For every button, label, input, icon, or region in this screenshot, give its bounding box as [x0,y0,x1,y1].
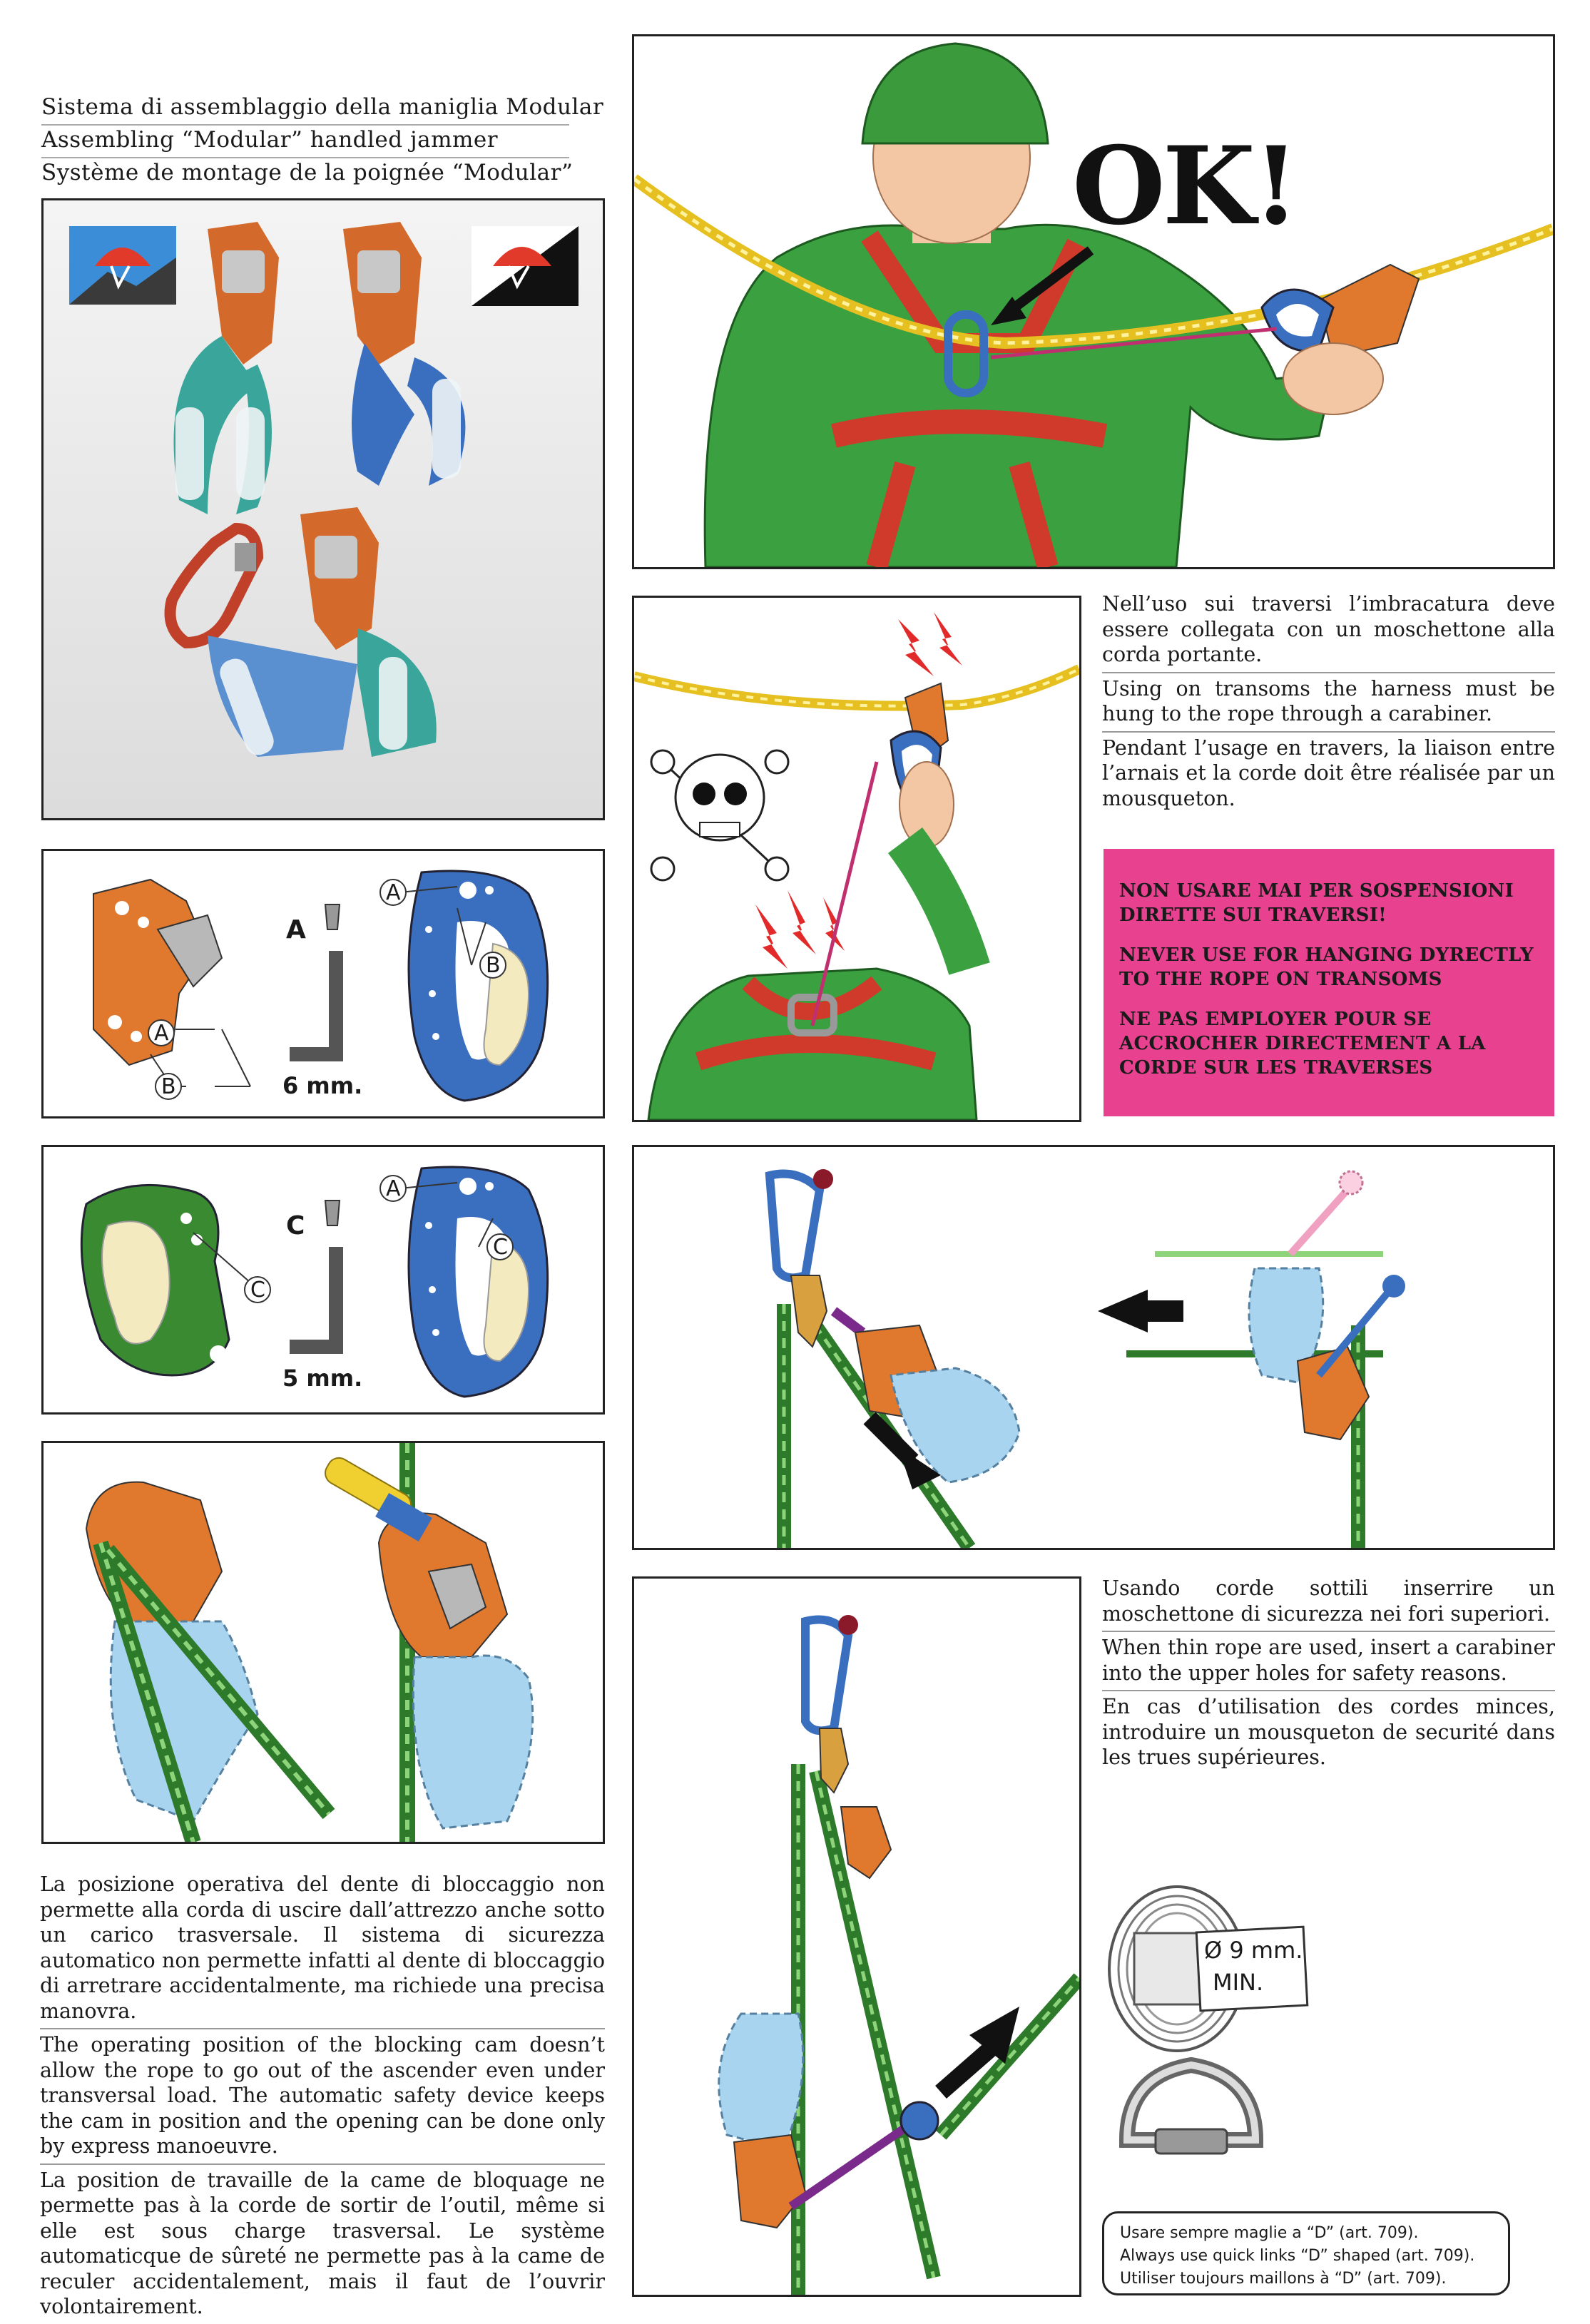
thin-rope-text-french: En cas d’utilisation des cordes minces, introduire un mousqueton de securité dans les trues supérieures. [1102,1695,1555,1769]
screw-icon [325,904,340,929]
cam-text-italian: La posizione operativa del dente di bloccaggio non permette alla corda di uscire dall’attrezzo anche sotto un carico trasversale. Il sistema di sicurezza automatico non permette infatti al dente di bloccaggio di arretrare accidentalmente, ma richiede una precisa manovra. [40,1869,605,2029]
pulley-icon [901,2102,938,2139]
warning-box [1104,849,1554,1116]
rope-diameter: Ø 9 mm. [1204,1937,1303,1964]
traverse-text-english: Using on transoms the harness must be hung to the rope through a carabiner. [1102,673,1555,733]
callout-b-label-cam: B [161,1074,176,1099]
haul-system-diagram [634,1147,1553,1548]
title-italian: Sistema di assemblaggio della maniglia Modular [41,94,569,126]
screw-label-c: C [286,1211,305,1240]
assembly-a-panel [41,849,605,1118]
danger-illustration [634,598,1079,1120]
note-french: Utiliser toujours maillons à “D” (art. 709). [1120,2270,1447,2288]
allen-key-icon-c [290,1247,343,1354]
callout-a-label-cam: A [154,1021,169,1046]
screw-label-a: A [286,915,306,944]
d-link-note [1102,2211,1510,2295]
thin-rope-description [1102,1573,1555,1775]
product-photo-panel [41,198,605,820]
thin-rope-text-italian: Usando corde sottili inserrire un moschettone di sicurezza nei fori superiori. [1102,1573,1555,1632]
callout-a-label-c: A [386,1176,401,1201]
callout-b-label: B [486,953,501,978]
blue-handle-part [409,871,548,1101]
ok-heading: OK! [1072,123,1297,249]
warning-italian: NON USARE MAI PER SOSPENSIONI DIRETTE SUI TRAVERSI! [1119,880,1514,926]
traverse-description [1102,588,1555,815]
callout-a-label: A [386,880,401,905]
green-handle-part [81,1185,229,1375]
climber-ok-illustration [634,36,1553,567]
helmet-left-icon [69,226,176,305]
blue-handle-part-c [409,1167,548,1397]
pulley-system-panel [632,1576,1081,2297]
title-french: Système de montage de la poignée “Modular” [41,160,574,185]
ok-illustration-panel [632,34,1555,569]
key-size-5mm: 5 mm. [282,1365,363,1392]
callout-c-label-green: C [250,1278,265,1303]
haul-system-panel [632,1145,1555,1550]
warning-french: NE PAS EMPLOYER POUR SE ACCROCHER DIRECTEMENT A LA CORDE SUR LES TRAVERSES [1119,1009,1486,1079]
callout-c-label: C [493,1235,508,1260]
traverse-text-italian: Nell’uso sui traversi l’imbracatura deve essere collegata con un moschettone alla corda portante. [1102,588,1555,673]
screw-icon-c [325,1201,340,1225]
cam-description [40,1869,605,2324]
d-link-icon [1127,2065,1255,2154]
rope-coil-dlink-illustration [1099,1869,1555,2197]
allen-key-icon [290,951,343,1061]
cam-operation-diagram [44,1443,603,1842]
cam-text-english: The operating position of the blocking cam doesn’t allow the rope to go out of the ascender even under transversal load. The automatic safety device keeps the cam in position and the opening can be done only by express manoeuvre. [40,2029,605,2165]
traverse-text-french: Pendant l’usage en travers, la liaison entre l’arnais et la corde doit être réalisée par un mousqueton. [1102,735,1555,810]
arrow-left-icon [1098,1290,1183,1332]
carabiner-blue-icon [770,1174,820,1278]
title-english: Assembling “Modular” handled jammer [41,127,569,158]
warning-english: NEVER USE FOR HANGING DYRECTLY TO THE ROPE ON TRANSOMS [1119,944,1534,990]
cam-operation-panel [41,1441,605,1844]
key-size-6mm: 6 mm. [282,1072,363,1099]
danger-illustration-panel [632,596,1081,1122]
skull-icon [651,750,788,880]
note-english: Always use quick links “D” shaped (art. 709). [1120,2247,1475,2265]
helmet-icon [862,44,1048,143]
assembly-c-panel [41,1145,605,1415]
pulley-system-diagram [634,1579,1079,2295]
handled-jammers-photo [44,200,603,818]
helmet-right-icon [472,226,579,306]
cam-text-french: La position de travaille de la came de bloquage ne permette pas à la corde de sortir de l’outil, même si elle est sous charge trasversal. Le système automaticque de sûreté ne permette pas à la came de reculer accidentalement, mais il faut de l’ouvrir volontairement. [40,2168,605,2318]
rope-min: MIN. [1213,1969,1264,1996]
note-italian: Usare sempre maglie a “D” (art. 709). [1120,2224,1419,2242]
jammer-open-diagram [86,1482,329,1842]
jammer-closed-diagram [321,1443,533,1842]
thin-rope-text-english: When thin rope are used, insert a carabiner into the upper holes for safety reasons. [1102,1632,1555,1691]
